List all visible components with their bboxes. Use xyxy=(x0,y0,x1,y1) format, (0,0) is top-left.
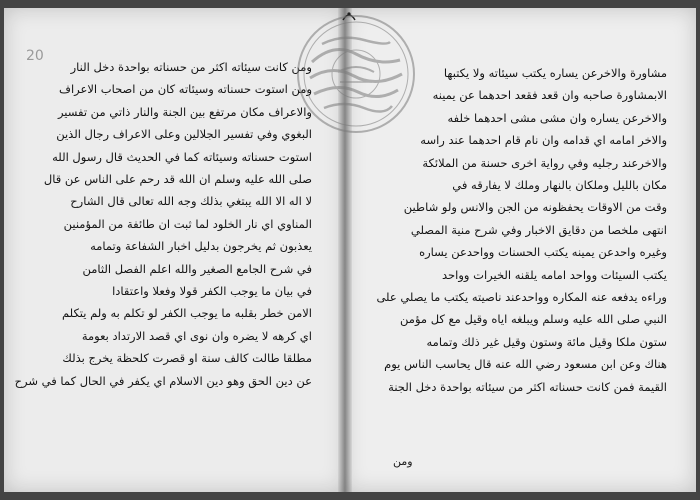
left-page-line: والاعراف مكان مرتفع بين الجنة والنار ذاتي من تفسير xyxy=(57,104,312,119)
right-page-line: ستون ملكا وقيل مائة وستون وقيل غير ذلك وتمامه xyxy=(426,334,667,349)
left-page-line: الامن خطر بقلبه ما يوجب الكفر لو تكلم به ولم يتكلم xyxy=(61,306,312,321)
left-page-line: صلى الله عليه وسلم ان الله قد رحم على الناس عن قال xyxy=(43,172,312,187)
left-page-line: لا اله الا الله يبتغي بذلك وجه الله تعالى قال الشارح xyxy=(70,194,312,209)
right-page-line: الابمشاورة صاحبه وان قعد فقعد احدهما عن يمينه xyxy=(432,88,667,103)
catchword: ومن xyxy=(393,455,413,468)
left-page-line: في شرح الجامع الصغير والله اعلم الفصل الثامن xyxy=(82,261,312,276)
right-page-line: وراءه يدفعه عنه المكاره وواحدعند ناصيته يكتب ما يصلي على xyxy=(376,290,667,305)
right-page-line: وغيره واحدعن يمينه يكتب الحسنات وواحدعن يساره xyxy=(419,245,667,260)
folio-number: 20 xyxy=(26,48,44,64)
left-page-line: ومن استوت حسناته وسيئاته كان من اصحاب الاعراف xyxy=(59,82,312,97)
right-page-line: وقت من الاوقات يحفظونه من الجن والانس ولو شاطين xyxy=(403,200,667,215)
right-page-line: هناك وعن ابن مسعود رضي الله عنه قال يحاسب الناس يوم xyxy=(384,357,667,372)
right-page-line: والاخرعن يساره وان مشى مشى احدهما خلفه xyxy=(447,110,667,125)
left-page-line: البغوي وفي تفسير الجلالين وعلى الاعراف رجال الذين xyxy=(56,127,312,142)
right-page-line: والاخرعند رجليه وفي رواية اخرى حسنة من الملائكة xyxy=(422,155,667,170)
right-page-line: النبي صلى الله عليه وسلم ويبلغه اياه وقيل مع كل مؤمن xyxy=(400,312,667,327)
left-page-line: ومن كانت سيئاته اكثر من حسناته بواحدة دخل النار xyxy=(70,60,312,74)
left-page-line: اي كرهه لا يضره وان نوى اي قصد الارتداد بعومة xyxy=(81,328,312,343)
left-page-line: يعذبون ثم يخرجون بدليل اخبار الشفاعة وتمامه xyxy=(90,239,312,254)
left-page-line: مطلقا طالت كالف سنة او قصرت كلحظة يخرج بذلك xyxy=(62,351,312,366)
right-page-line: يكتب السيئات وواحد امامه يلقنه الخيرات وواحد xyxy=(442,267,667,282)
right-page-line: مكان بالليل وملكان بالنهار وملك لا يفارقه في xyxy=(452,178,667,193)
right-page-line: انتهى ملخصا من دقايق الاخبار وفي شرح منية المصلي xyxy=(410,222,667,237)
left-page-line: المناوي اي نار الخلود لما ثبت ان طائفة من المؤمنين xyxy=(63,216,312,231)
left-page-line: استوت حسناته وسيئاته كما في الحديث قال رسول الله xyxy=(52,149,312,164)
left-page-line: عن دين الحق وهو دين الاسلام اي يكفر في الحال كما في شرح xyxy=(14,373,312,388)
ownership-seal-stamp-icon xyxy=(294,12,418,136)
left-page-line: في بيان ما يوجب الكفر قولا وفعلا واعتقادا xyxy=(112,284,312,299)
right-page-line: والاخر امامه اي قدامه وان نام قام احدهما عند راسه xyxy=(420,133,667,148)
right-page-line: القيمة فمن كانت حسناته اكثر من سيئاته بواحدة دخل الجنة xyxy=(388,379,667,394)
right-page-line: مشاورة والاخرعن يساره يكتب سيئاته ولا يكتبها xyxy=(443,66,667,80)
